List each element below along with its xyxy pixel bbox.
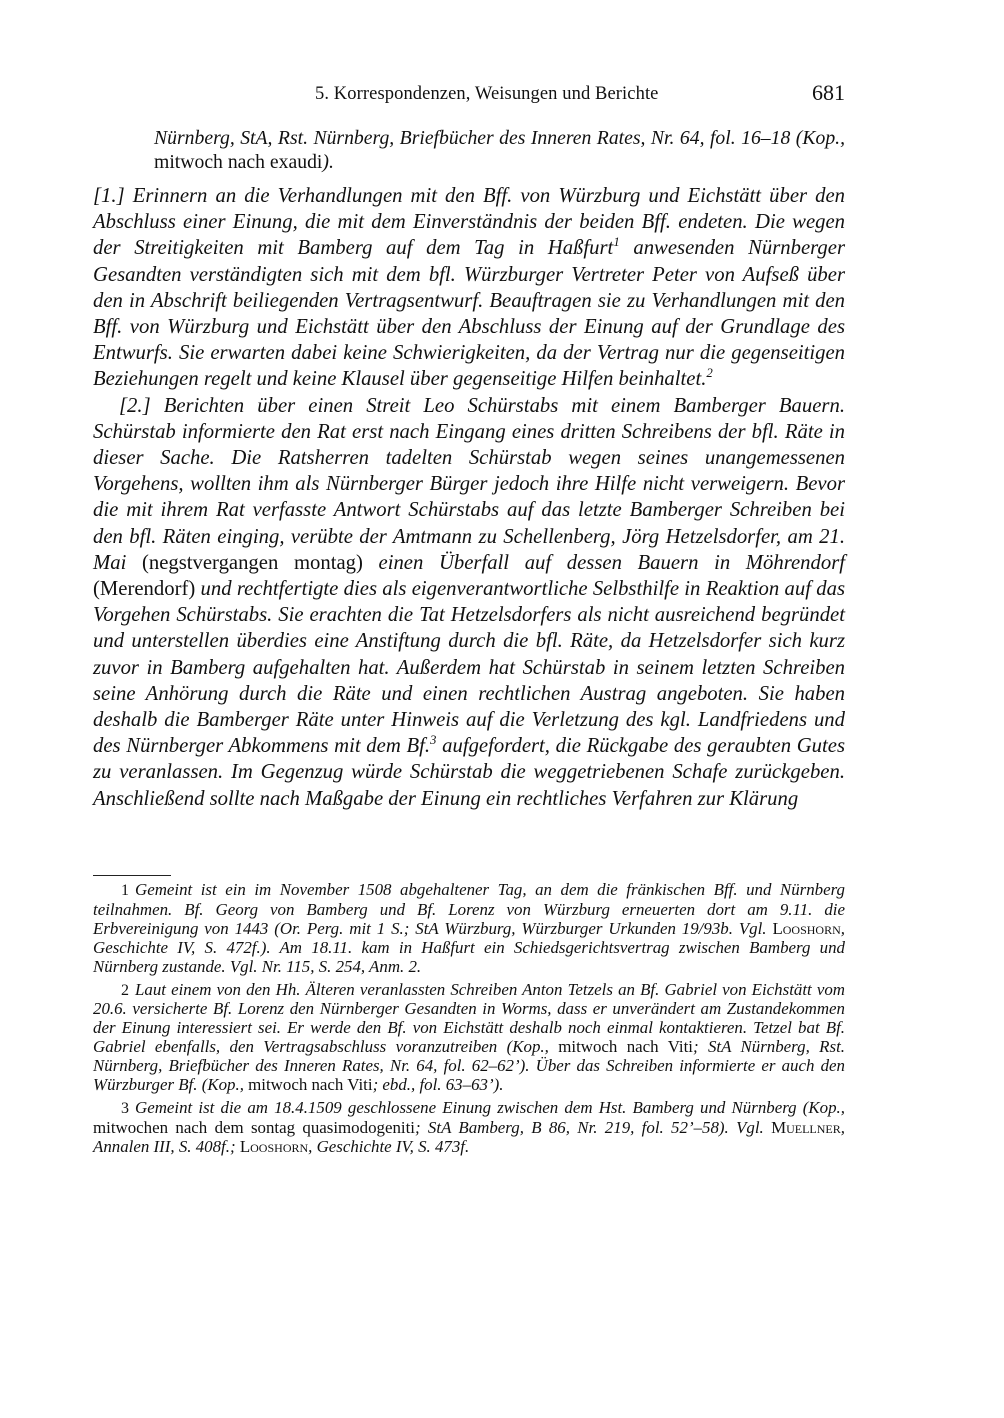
source-citation bbox=[154, 126, 845, 174]
footnote-text: , Geschichte IV, S. 472f.). Am 18.11. kam in Haßfurt ein Schiedsgerichtsvertrag zwischen Bamberg und Nürnberg zustande. Vgl. Nr. 115, S. 254, Anm. 2. bbox=[93, 918, 845, 976]
document-page bbox=[93, 0, 845, 1418]
footnote-number: 2 bbox=[121, 981, 129, 999]
footnote-text: ; StA Bamberg, B 86, Nr. 219, fol. 52’–58). Vgl. bbox=[414, 1117, 772, 1137]
footnote-text: ; ebd., fol. 63–63’). bbox=[372, 1075, 504, 1095]
regest-body bbox=[93, 183, 845, 812]
running-head-title: 5. Korrespondenzen, Weisungen und Berichte bbox=[315, 84, 659, 104]
paragraph-2-text-a: [2.] Berichten über einen Streit Leo Schürstabs mit einem Bamberger Bauern. Schürstab informierte den Rat erst nach Eingang eines dritten Schreibens der bfl. Räte in dieser Sache. Die Ratsherren tadelten Schürstab wegen seines unangemessenen Vorgehens, wollten ihm als Nürnberger Bürger jedoch ihre Hilfe nicht verweigern. Bevor die mit ihrem Rat verfasste Antwort Schürstabs auf das letzte Bamberger Schreiben bei den bfl. Räten einging, verübte der Amtmann zu Schellenberg, Jörg Hetzelsdorfer, am 21. Mai bbox=[93, 394, 845, 574]
footnote-ref-3[interactable]: 3 bbox=[430, 733, 437, 748]
author-name: Muellner bbox=[771, 1117, 841, 1137]
paragraph-1-text-b: anwesenden Nürnberger Gesandten verständigten sich mit dem bfl. Würzburger Vertreter Peter von Aufseß über den in Abschrift beiliegenden Vertragsentwurf. Beauftragen sie zu Verhandlungen mit den Bff. von Würzburg und Eichstätt über den Abschluss der Einung auf der Grundlage des Entwurfs. Sie erwarten dabei keine Schwierigkeiten, da der Vertrag nur die gegenseitigen Beziehungen regelt und keine Klausel über gegenseitige Hilfen beinhaltet. bbox=[93, 237, 845, 391]
footnote-ref-1[interactable]: 1 bbox=[613, 235, 620, 250]
footnote-2 bbox=[93, 981, 845, 1095]
quoted-place-name: (Merendorf) bbox=[93, 578, 196, 601]
quoted-date-phrase: mitwoch nach Viti bbox=[248, 1075, 373, 1095]
footnote-divider bbox=[93, 875, 171, 876]
footnote-number: 1 bbox=[121, 882, 129, 899]
paragraph-2-text-b: einen Überfall auf dessen Bauern in Möhrendorf bbox=[362, 551, 846, 574]
running-head bbox=[93, 80, 845, 108]
paragraph-1 bbox=[93, 183, 845, 393]
footnote-text: Gemeint ist die am 18.4.1509 geschlossene Einung zwischen dem Hst. Bamberg und Nürnberg (Kop., bbox=[135, 1097, 845, 1117]
footnote-1 bbox=[93, 881, 845, 977]
footnotes bbox=[93, 881, 845, 1161]
footnote-text: ; StA Nürnberg, Rst. Nürnberg, Briefbücher des Inneren Rates, Nr. 64, fol. 62–62’). Über das Schreiben informierte er auch den Würzburger Bf. (Kop., bbox=[93, 1037, 845, 1095]
quoted-date-phrase: mitwoch nach Viti bbox=[558, 1037, 693, 1057]
page-number: 681 bbox=[812, 80, 845, 105]
footnote-text: Laut einem von den Hh. Älteren veranlassten Schreiben Anton Tetzels an Bf. Gabriel von Eichstätt vom 20.6. versicherte Bf. Lorenz den Nürnberger Gesandten in Worms, dass er unverändert am Zustandekommen der Einung interessiert sei. Er werde den Bf. von Eichstätt deshalb noch einmal kontaktieren. Tetzel bat Bf. Gabriel ebenfalls, den Vertragsabschluss voranzutreiben (Kop., bbox=[93, 979, 845, 1057]
paragraph-2-text-d: aufgefordert, die Rückgabe des geraubten Gutes zu veranlassen. Im Gegenzug würde Schürstab die weggetriebenen Schafe zurückgeben. Anschließend sollte nach Maßgabe der Einung ein rechtliches Verfahren zur Klärung bbox=[93, 735, 846, 810]
paragraph-1-text-a: [1.] Erinnern an die Verhandlungen mit den Bff. von Würzburg und Eichstätt über den Abschluss einer Einung, die mit dem Einverständnis der beiden Bff. endeten. Die wegen der Streitigkeiten mit Bamberg auf dem Tag in Haßfurt bbox=[93, 185, 845, 260]
footnote-ref-2[interactable]: 2 bbox=[706, 366, 713, 381]
footnote-text: , Annalen III, S. 408f.; bbox=[93, 1117, 845, 1156]
source-date: mitwoch nach exaudi bbox=[154, 151, 323, 173]
source-close: ). bbox=[322, 151, 334, 173]
footnote-text: Gemeint ist ein im November 1508 abgehaltener Tag, an dem die fränkischen Bff. und Nürnberg teilnahmen. Bf. Georg von Bamberg und Bf. Lorenz von Würzburg erneuerten dort am 9.11. die Erbvereinigung von 1443 (Or. Perg. mit 1 S.; StA Würzburg, Würzburger Urkunden 19/93b. Vgl. bbox=[93, 880, 845, 938]
paragraph-2 bbox=[93, 393, 845, 812]
quoted-date-phrase: mitwochen nach dem sontag quasimodogeniti bbox=[93, 1117, 415, 1137]
footnote-number: 3 bbox=[121, 1099, 129, 1117]
author-name: Looshorn bbox=[239, 1136, 309, 1156]
quoted-date-phrase: (negstvergangen montag) bbox=[141, 551, 363, 574]
paragraph-2-text-c: und rechtfertigte dies als eigenverantwortliche Selbsthilfe in Reaktion auf das Vorgehen Schürstabs. Sie erachten die Tat Hetzelsdorfers als nicht ausreichend begründet und unterstellen überdies eine Anstiftung durch die bfl. Räte, da Hetzelsdorfer sich kurz zuvor in Bamberg aufgehalten hat. Außerdem hat Schürstab in seinem letzten Schreiben seine Anhörung durch die Räte und einen rechtlichen Austrag angeboten. Sie haben deshalb die Bamberger Räte unter Hinweis auf die Verletzung des kgl. Landfriedens und des Nürnberger Abkommens mit dem Bf. bbox=[93, 578, 845, 758]
footnote-3 bbox=[93, 1099, 845, 1157]
author-name: Looshorn bbox=[772, 918, 841, 938]
source-archive: Nürnberg, StA, Rst. Nürnberg, Briefbücher des Inneren Rates, Nr. 64, fol. 16–18 bbox=[154, 127, 791, 149]
footnote-text: , Geschichte IV, S. 473f. bbox=[308, 1136, 470, 1156]
source-kop: (Kop., bbox=[795, 127, 845, 149]
